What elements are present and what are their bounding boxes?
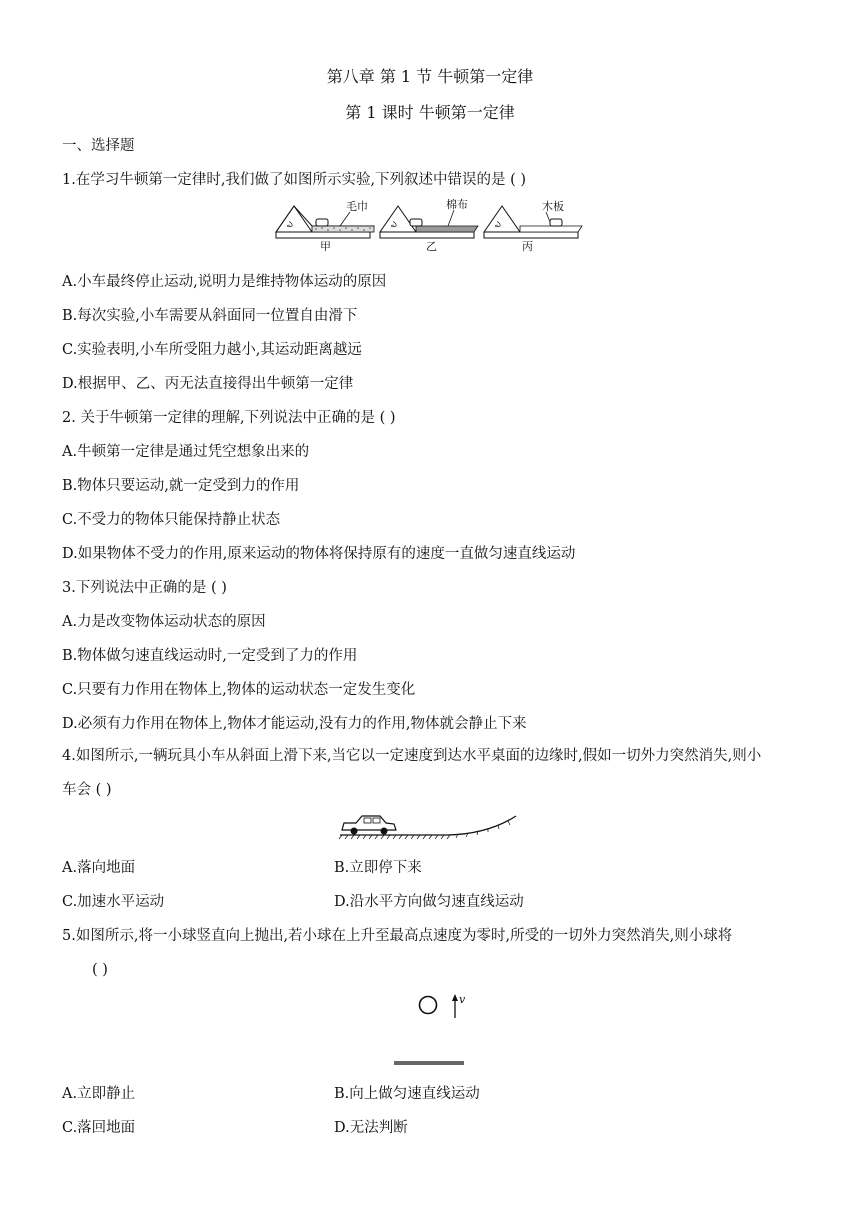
question-2-option-c: C.不受力的物体只能保持静止状态 [62, 512, 281, 528]
panel-jia [276, 199, 374, 253]
panel-yi [380, 197, 478, 253]
question-3-option-c: C.只要有力作用在物体上,物体的运动状态一定发生变化 [62, 682, 416, 698]
velocity-arrow-icon [452, 994, 458, 1018]
section-heading: 一、选择题 [62, 138, 135, 154]
question-3-option-b: B.物体做匀速直线运动时,一定受到了力的作用 [62, 648, 358, 664]
velocity-label: v [459, 993, 466, 1006]
question-5-option-a: A.立即静止 [62, 1086, 136, 1102]
question-1-option-b: B.每次实验,小车需要从斜面同一位置自由滑下 [62, 308, 358, 324]
question-4-option-c: C.加速水平运动 [62, 894, 165, 910]
question-1-figure [270, 198, 590, 258]
svg-text:ఎ: ఎ [495, 220, 501, 229]
question-4-stem-line-1: 4.如图所示,一辆玩具小车从斜面上滑下来,当它以一定速度到达水平桌面的边缘时,假如一切外力突然消失,则小 [62, 748, 762, 764]
chapter-title: 第八章 第 1 节 牛顿第一定律 [326, 67, 534, 86]
question-3-stem: 3.下列说法中正确的是 ( ) [62, 580, 227, 596]
surface-label-wood: 木板 [542, 200, 564, 213]
panel-label-bing: 丙 [522, 240, 533, 253]
panel-bing [484, 199, 582, 253]
question-1-option-a: A.小车最终停止运动,说明力是维持物体运动的原因 [62, 274, 387, 290]
question-5-figure [390, 992, 470, 1072]
question-4-option-b: B.立即停下来 [334, 860, 422, 876]
lesson-title: 第 1 课时 牛顿第一定律 [345, 103, 515, 122]
question-4-option-d: D.沿水平方向做匀速直线运动 [334, 894, 524, 910]
question-5-stem-line-1: 5.如图所示,将一小球竖直向上抛出,若小球在上升至最高点速度为零时,所受的一切外力突然消失,则小球将 [62, 928, 733, 944]
question-4-option-a: A.落向地面 [62, 860, 136, 876]
question-2-option-d: D.如果物体不受力的作用,原来运动的物体将保持原有的速度一直做匀速直线运动 [62, 546, 576, 562]
panel-label-jia: 甲 [320, 240, 331, 253]
surface-label-cotton: 棉布 [446, 198, 468, 211]
question-3-option-d: D.必须有力作用在物体上,物体才能运动,没有力的作用,物体就会静止下来 [62, 716, 527, 732]
question-5-option-b: B.向上做匀速直线运动 [334, 1086, 480, 1102]
question-2-option-a: A.牛顿第一定律是通过凭空想象出来的 [62, 444, 310, 460]
svg-text:ఎ: ఎ [391, 220, 397, 229]
ground [394, 1062, 464, 1065]
panel-label-yi: 乙 [426, 240, 437, 253]
question-2-stem: 2. 关于牛顿第一定律的理解,下列说法中正确的是 ( ) [62, 410, 396, 426]
toy-car-icon [342, 816, 396, 835]
question-3-option-a: A.力是改变物体运动状态的原因 [62, 614, 266, 630]
question-1-option-d: D.根据甲、乙、丙无法直接得出牛顿第一定律 [62, 376, 354, 392]
question-1-option-c: C.实验表明,小车所受阻力越小,其运动距离越远 [62, 342, 362, 358]
question-5-option-d: D.无法判断 [334, 1120, 408, 1136]
question-5-stem-line-2: ( ) [92, 962, 108, 978]
ball-icon [420, 997, 437, 1014]
question-4-stem-line-2: 车会 ( ) [62, 782, 112, 798]
svg-text:ఎ: ఎ [287, 220, 293, 229]
question-5-option-c: C.落回地面 [62, 1120, 136, 1136]
question-2-option-b: B.物体只要运动,就一定受到力的作用 [62, 478, 300, 494]
question-4-figure [338, 812, 528, 842]
surface-label-towel: 毛巾 [346, 200, 368, 213]
question-1-stem: 1.在学习牛顿第一定律时,我们做了如图所示实验,下列叙述中错误的是 ( ) [62, 172, 527, 188]
